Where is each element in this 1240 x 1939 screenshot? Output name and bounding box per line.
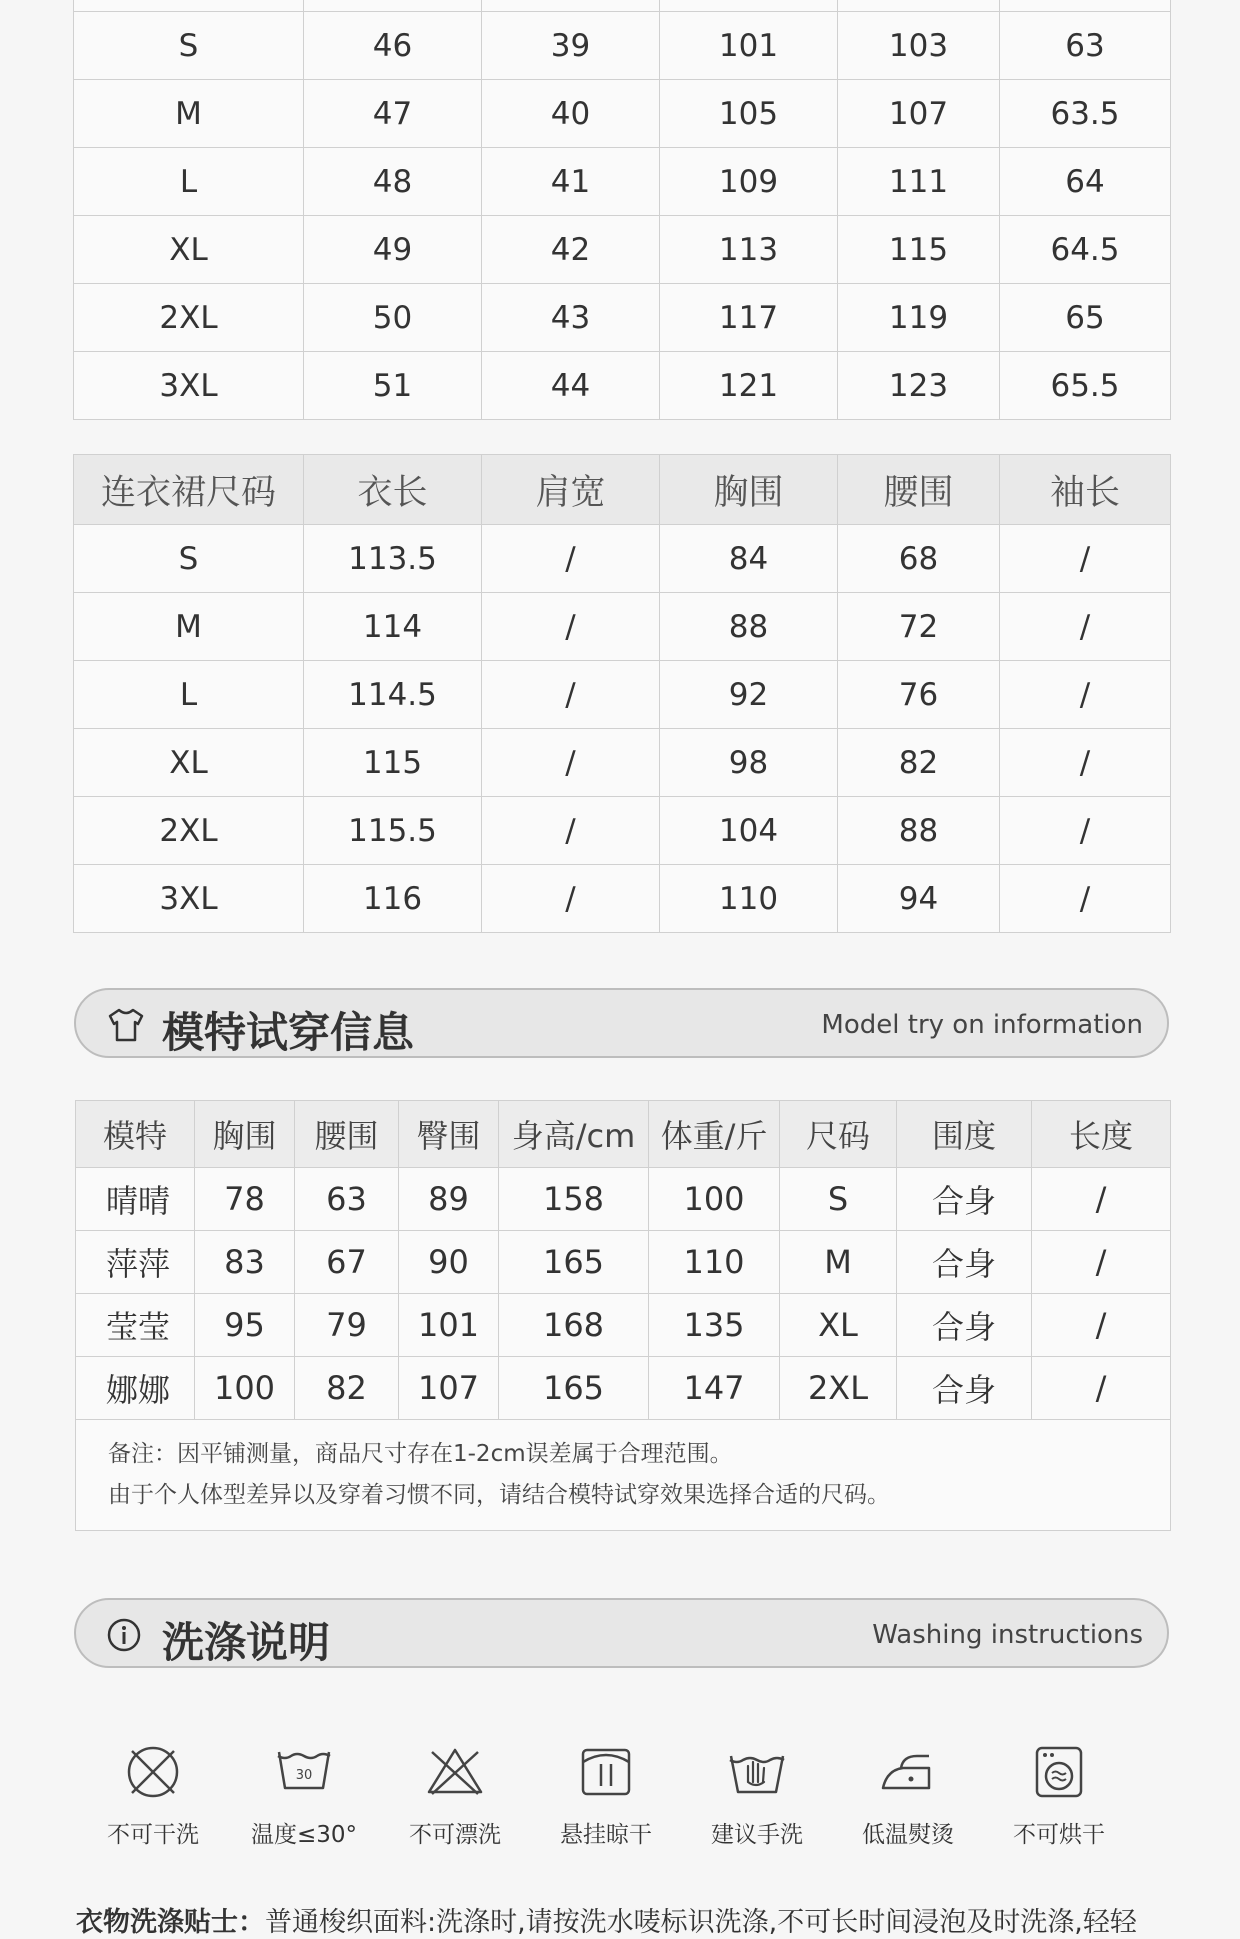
model-name: 萍萍 [76,1231,195,1294]
table-cell: 95 [195,1294,295,1357]
model-name: 晴晴 [76,1168,195,1231]
table-cell: 41 [482,148,660,216]
table-cell: / [482,661,660,729]
table-cell: 107 [838,80,1000,148]
size-cell: 3XL [74,352,304,420]
no-tumble-dry-icon [1028,1742,1090,1802]
model-info-banner [74,988,1169,1058]
banner-subtitle: Washing instructions [872,1620,1143,1650]
table-cell: 42 [482,216,660,284]
wash-item [843,1742,973,1849]
table-cell: 115 [838,216,1000,284]
column-header: 腰围 [838,455,1000,525]
size-cell: S [74,525,304,593]
banner-title: 模特试穿信息 [162,1008,415,1057]
wash-item [692,1742,822,1849]
table-row [74,80,1171,148]
size-cell: 2XL [74,284,304,352]
table-cell: / [1000,525,1171,593]
table-cell: 46 [304,12,482,80]
table-cell: 121 [660,352,838,420]
table-cell: M [780,1231,897,1294]
table-row [76,1168,1171,1231]
size-cell: M [74,80,304,148]
table-cell: / [1000,797,1171,865]
table-cell: 合身 [897,1357,1032,1420]
table-cell: 合身 [897,1294,1032,1357]
table-row [76,1231,1171,1294]
column-header: 连衣裙尺码 [74,455,304,525]
table-row [74,0,1171,12]
table-cell: 103 [838,12,1000,80]
table-row [74,797,1171,865]
size-cell: 3XL [74,865,304,933]
table-cell: 101 [660,12,838,80]
table-cell: 115 [304,729,482,797]
table-cell: 65 [1000,284,1171,352]
table-cell: 165 [499,1231,649,1294]
table-cell: 49 [304,216,482,284]
table-cell: 114.5 [304,661,482,729]
table-row [76,1294,1171,1357]
wash-temp-text: 30 [295,1768,313,1783]
table-cell: 123 [838,352,1000,420]
table-row [74,525,1171,593]
column-header: 长度 [1032,1101,1171,1168]
table-cell: 109 [660,148,838,216]
table-cell: XL [780,1294,897,1357]
tips-text: 普通梭织面料:洗涤时,请按洗水唛标识洗涤,不可长时间浸泡及时洗涤,轻轻 [265,1907,1137,1938]
table-cell: 100 [649,1168,780,1231]
table-cell: 64.5 [1000,216,1171,284]
table-cell: / [1032,1357,1171,1420]
column-header: 围度 [897,1101,1032,1168]
table-cell: / [1000,661,1171,729]
table-cell: 113 [660,216,838,284]
table-cell: / [1032,1231,1171,1294]
table-cell: 47 [304,80,482,148]
size-cell: XL [74,216,304,284]
wash-label: 不可干洗 [107,1822,199,1848]
table-cell: / [482,865,660,933]
size-note [76,1420,1171,1531]
table-row [74,352,1171,420]
top-size-table [73,0,1171,420]
table-cell: 51 [304,352,482,420]
table-cell: 79 [295,1294,399,1357]
table-cell: 100 [195,1357,295,1420]
wash-item [239,1742,369,1849]
size-cell: S [74,12,304,80]
wash-label: 建议手洗 [711,1822,803,1848]
table-cell: 67 [295,1231,399,1294]
table-row [74,284,1171,352]
table-cell: 105 [660,80,838,148]
table-cell: 50 [304,284,482,352]
size-cell: XL [74,729,304,797]
table-cell: 113.5 [304,525,482,593]
table-row [74,12,1171,80]
note-line-1: 备注：因平铺测量，商品尺寸存在1-2cm误差属于合理范围。 [108,1441,733,1467]
table-cell: 63 [295,1168,399,1231]
column-header: 腰围 [295,1101,399,1168]
model-name: 娜娜 [76,1357,195,1420]
table-cell: 78 [195,1168,295,1231]
column-header: 臀围 [399,1101,499,1168]
table-row [74,865,1171,933]
wash-item [541,1742,671,1849]
wash-label: 悬挂晾干 [560,1822,652,1848]
table-cell: 68 [838,525,1000,593]
tips-label: 衣物洗涤贴士： [76,1907,265,1938]
no-bleach-icon [424,1742,486,1802]
model-table [75,1100,1171,1531]
table-cell: / [482,797,660,865]
table-cell: 83 [195,1231,295,1294]
note-row [76,1420,1171,1531]
hand-wash-icon [726,1742,788,1802]
table-cell: 76 [838,661,1000,729]
table-cell: 114 [304,593,482,661]
wash-label: 低温熨烫 [862,1822,954,1848]
table-cell: 63 [1000,12,1171,80]
table-cell: S [780,1168,897,1231]
table-cell: 115.5 [304,797,482,865]
table-cell: 44 [482,352,660,420]
table-row [74,661,1171,729]
table-cell: 88 [838,797,1000,865]
table-cell: 43 [482,284,660,352]
column-header: 尺码 [780,1101,897,1168]
table-cell: / [1000,865,1171,933]
table-cell: / [1000,729,1171,797]
column-header: 肩宽 [482,455,660,525]
table-cell: 98 [660,729,838,797]
table-cell: 168 [499,1294,649,1357]
size-cell: M [74,593,304,661]
table-cell: 92 [660,661,838,729]
table-cell: / [482,525,660,593]
column-header: 胸围 [660,455,838,525]
column-header: 体重/斤 [649,1101,780,1168]
table-cell: 82 [295,1357,399,1420]
table-cell: 合身 [897,1168,1032,1231]
table-cell: 119 [838,284,1000,352]
column-header: 衣长 [304,455,482,525]
table-cell: 110 [649,1231,780,1294]
wash-label: 不可烘干 [1013,1822,1105,1848]
table-row [74,216,1171,284]
hang-dry-icon [575,1742,637,1802]
size-cell: L [74,148,304,216]
table-row [74,729,1171,797]
table-cell: 65.5 [1000,352,1171,420]
column-header: 模特 [76,1101,195,1168]
table-cell: 111 [838,148,1000,216]
table-cell: / [482,729,660,797]
table-row [74,593,1171,661]
table-cell: / [1032,1168,1171,1231]
washing-banner [74,1598,1169,1668]
banner-subtitle: Model try on information [821,1010,1143,1040]
table-cell: 63.5 [1000,80,1171,148]
column-header: 胸围 [195,1101,295,1168]
table-cell: 84 [660,525,838,593]
column-header: 身高/cm [499,1101,649,1168]
tshirt-icon [106,1007,146,1043]
table-cell: 39 [482,12,660,80]
wash-label: 温度≤30° [250,1822,358,1848]
table-row [74,148,1171,216]
table-cell: 116 [304,865,482,933]
table-header-row [76,1101,1171,1168]
note-line-2: 由于个人体型差异以及穿着习惯不同，请结合模特试穿效果选择合适的尺码。 [108,1482,890,1508]
column-header: 袖长 [1000,455,1171,525]
table-cell: 90 [399,1231,499,1294]
table-cell: 101 [399,1294,499,1357]
size-cell: L [74,661,304,729]
table-cell: 94 [838,865,1000,933]
no-dry-clean-icon [122,1742,184,1802]
table-cell: 48 [304,148,482,216]
size-cell: 2XL [74,797,304,865]
wash-item [994,1742,1124,1849]
table-cell: 2XL [780,1357,897,1420]
washing-icons [88,1742,1148,1862]
table-cell: / [1032,1294,1171,1357]
wash-item [88,1742,218,1849]
table-cell: 88 [660,593,838,661]
table-cell: / [482,593,660,661]
wash-30-icon [273,1742,335,1802]
table-cell: 135 [649,1294,780,1357]
low-iron-icon [877,1742,939,1802]
table-cell: 104 [660,797,838,865]
table-cell: / [1000,593,1171,661]
table-cell: 40 [482,80,660,148]
banner-title: 洗涤说明 [162,1618,331,1667]
wash-label: 不可漂洗 [409,1822,501,1848]
table-cell: 72 [838,593,1000,661]
table-cell: 合身 [897,1231,1032,1294]
table-cell: 158 [499,1168,649,1231]
table-header-row [74,455,1171,525]
info-icon [106,1617,146,1653]
table-cell: 107 [399,1357,499,1420]
table-row [76,1357,1171,1420]
table-cell: 117 [660,284,838,352]
table-cell: 110 [660,865,838,933]
table-cell: 165 [499,1357,649,1420]
model-name: 莹莹 [76,1294,195,1357]
table-cell: 89 [399,1168,499,1231]
table-cell: 147 [649,1357,780,1420]
dress-size-table [73,454,1171,933]
table-cell: 82 [838,729,1000,797]
table-cell: 64 [1000,148,1171,216]
wash-item [390,1742,520,1849]
